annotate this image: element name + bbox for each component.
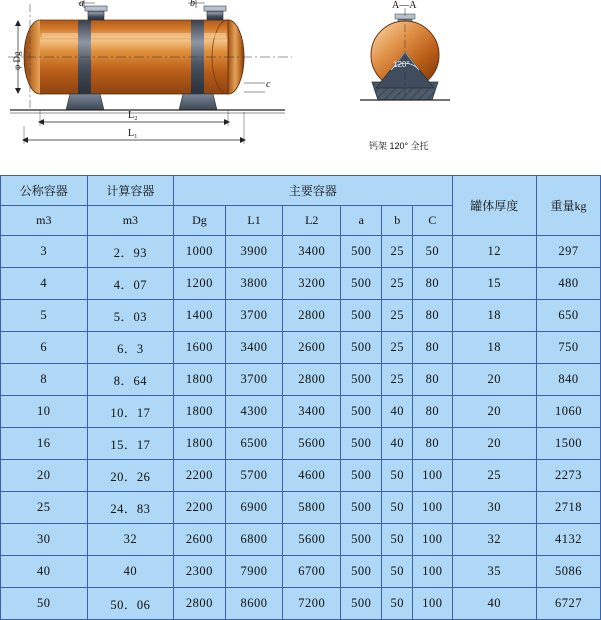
table-cell: 50 (413, 236, 452, 268)
table-cell: 2600 (174, 524, 226, 556)
table-row (1, 364, 601, 396)
table-cell: 4 (1, 268, 88, 300)
specification-table (0, 175, 601, 620)
table-row (1, 524, 601, 556)
header-b: b (382, 206, 413, 236)
table-cell: 12 (452, 236, 537, 268)
table-cell: 50．06 (87, 588, 174, 620)
table-row (1, 556, 601, 588)
table-row (1, 492, 601, 524)
table-cell: 1400 (174, 300, 226, 332)
table-cell: 15 (452, 268, 537, 300)
table-cell: 2．93 (87, 236, 174, 268)
table-cell: 30 (1, 524, 88, 556)
technical-drawing (0, 0, 601, 175)
label-b: b (190, 0, 195, 9)
table-cell: 3400 (283, 236, 341, 268)
table-cell: 500 (341, 268, 382, 300)
table-cell: 32 (87, 524, 174, 556)
table-cell: 500 (341, 588, 382, 620)
table-cell: 20 (1, 460, 88, 492)
header-l2: L2 (283, 206, 341, 236)
header-calculated-volume: 计算容器 (87, 176, 174, 206)
table-cell: 2800 (283, 300, 341, 332)
table-cell: 2200 (174, 460, 226, 492)
label-l2: L₂ (128, 110, 138, 121)
table-cell: 50 (382, 460, 413, 492)
table-cell: 1800 (174, 428, 226, 460)
table-row (1, 460, 601, 492)
table-row (1, 428, 601, 460)
label-a: a (79, 0, 84, 9)
table-cell: 40 (382, 428, 413, 460)
table-cell: 4600 (283, 460, 341, 492)
table-cell: 16 (1, 428, 88, 460)
table-cell: 50 (1, 588, 88, 620)
drawing-svg (0, 0, 601, 175)
table-cell: 3400 (225, 332, 283, 364)
table-cell: 100 (413, 460, 452, 492)
table-cell: 480 (537, 268, 601, 300)
section-view-aa (360, 8, 450, 104)
table-cell: 50 (382, 524, 413, 556)
table-cell: 40 (382, 396, 413, 428)
table-cell: 100 (413, 492, 452, 524)
table-row (1, 396, 601, 428)
section-caption: 钙架 120° 全托 (369, 141, 429, 151)
table-cell: 6 (1, 332, 88, 364)
table-cell: 100 (413, 588, 452, 620)
table-cell: 6700 (283, 556, 341, 588)
table-row (1, 236, 601, 268)
table-cell: 500 (341, 236, 382, 268)
angle-label: 120° (393, 60, 410, 69)
table-cell: 500 (341, 460, 382, 492)
label-l1: L₁ (128, 128, 138, 139)
table-cell: 3700 (225, 364, 283, 396)
table-cell: 1600 (174, 332, 226, 364)
header-c: C (413, 206, 452, 236)
table-cell: 5 (1, 300, 88, 332)
table-cell: 297 (537, 236, 601, 268)
table-cell: 25 (1, 492, 88, 524)
tank-nozzles (85, 6, 226, 20)
table-cell: 50 (382, 492, 413, 524)
table-cell: 25 (382, 268, 413, 300)
table-cell: 3800 (225, 268, 283, 300)
header-l1: L1 (225, 206, 283, 236)
table-cell: 25 (382, 364, 413, 396)
table-cell: 6900 (225, 492, 283, 524)
table-cell: 30 (452, 492, 537, 524)
table-cell: 2718 (537, 492, 601, 524)
table-cell: 5086 (537, 556, 601, 588)
table-cell: 50 (382, 556, 413, 588)
table-cell: 2273 (537, 460, 601, 492)
table-cell: 80 (413, 364, 452, 396)
table-cell: 5600 (283, 524, 341, 556)
table-row (1, 300, 601, 332)
table-cell: 80 (413, 428, 452, 460)
table-cell: 500 (341, 396, 382, 428)
header-dg: Dg (174, 206, 226, 236)
table-cell: 32 (452, 524, 537, 556)
table-cell: 15．17 (87, 428, 174, 460)
table-cell: 1500 (537, 428, 601, 460)
table-cell: 6800 (225, 524, 283, 556)
table-cell: 2300 (174, 556, 226, 588)
table-cell: 8．64 (87, 364, 174, 396)
table-cell: 25 (452, 460, 537, 492)
table-cell: 6500 (225, 428, 283, 460)
label-c: c (266, 79, 271, 90)
table-cell: 1200 (174, 268, 226, 300)
table-cell: 4300 (225, 396, 283, 428)
table-cell: 80 (413, 396, 452, 428)
table-cell: 2800 (174, 588, 226, 620)
table-cell: 18 (452, 300, 537, 332)
header-weight: 重量kg (537, 176, 601, 236)
table-cell: 500 (341, 556, 382, 588)
header-a: a (341, 206, 382, 236)
header-shell-thickness: 罐体厚度 (452, 176, 537, 236)
table-cell: 10 (1, 396, 88, 428)
header-nominal-volume: 公称容器 (1, 176, 88, 206)
table-cell: 6727 (537, 588, 601, 620)
table-cell: 1060 (537, 396, 601, 428)
table-cell: 80 (413, 268, 452, 300)
table-cell: 500 (341, 524, 382, 556)
table-cell: 4．07 (87, 268, 174, 300)
table-cell: 3400 (283, 396, 341, 428)
table-cell: 40 (1, 556, 88, 588)
table-cell: 8 (1, 364, 88, 396)
table-cell: 1000 (174, 236, 226, 268)
table-row (1, 332, 601, 364)
label-diameter: φ Dg (12, 51, 22, 70)
table-cell: 500 (341, 428, 382, 460)
table-cell: 8600 (225, 588, 283, 620)
table-cell: 40 (87, 556, 174, 588)
table-cell: 25 (382, 236, 413, 268)
table-cell: 50 (382, 588, 413, 620)
table-cell: 2600 (283, 332, 341, 364)
table-cell: 3700 (225, 300, 283, 332)
table-cell: 20 (452, 428, 537, 460)
table-cell: 40 (452, 588, 537, 620)
table-cell: 500 (341, 300, 382, 332)
table-cell: 1800 (174, 396, 226, 428)
table-cell: 500 (341, 332, 382, 364)
table-cell: 10．17 (87, 396, 174, 428)
table-cell: 1800 (174, 364, 226, 396)
header-unit-m3-calculated: m3 (87, 206, 174, 236)
table-row (1, 268, 601, 300)
table-cell: 2800 (283, 364, 341, 396)
table-cell: 7200 (283, 588, 341, 620)
header-unit-m3-nominal: m3 (1, 206, 88, 236)
table-cell: 25 (382, 300, 413, 332)
header-main-vessel: 主要容器 (174, 176, 452, 206)
table-row (1, 588, 601, 620)
table-cell: 500 (341, 492, 382, 524)
table-header-row-1 (1, 176, 601, 206)
table-cell: 80 (413, 300, 452, 332)
table-cell: 5．03 (87, 300, 174, 332)
table-cell: 3200 (283, 268, 341, 300)
table-cell: 20．26 (87, 460, 174, 492)
table-cell: 100 (413, 524, 452, 556)
table-cell: 7900 (225, 556, 283, 588)
table-cell: 840 (537, 364, 601, 396)
table-cell: 5800 (283, 492, 341, 524)
table-cell: 6．3 (87, 332, 174, 364)
table-cell: 25 (382, 332, 413, 364)
table-cell: 5700 (225, 460, 283, 492)
table-cell: 35 (452, 556, 537, 588)
table-cell: 20 (452, 396, 537, 428)
tank-saddles (66, 94, 217, 110)
table-cell: 80 (413, 332, 452, 364)
table-cell: 4132 (537, 524, 601, 556)
table-cell: 20 (452, 364, 537, 396)
table-cell: 100 (413, 556, 452, 588)
table-cell: 3 (1, 236, 88, 268)
table-cell: 2200 (174, 492, 226, 524)
table-cell: 650 (537, 300, 601, 332)
section-title: A—A (392, 0, 417, 11)
table-cell: 18 (452, 332, 537, 364)
table-body (1, 236, 601, 620)
table-cell: 24．83 (87, 492, 174, 524)
table-cell: 500 (341, 364, 382, 396)
table-cell: 5600 (283, 428, 341, 460)
table-cell: 3900 (225, 236, 283, 268)
table-cell: 750 (537, 332, 601, 364)
